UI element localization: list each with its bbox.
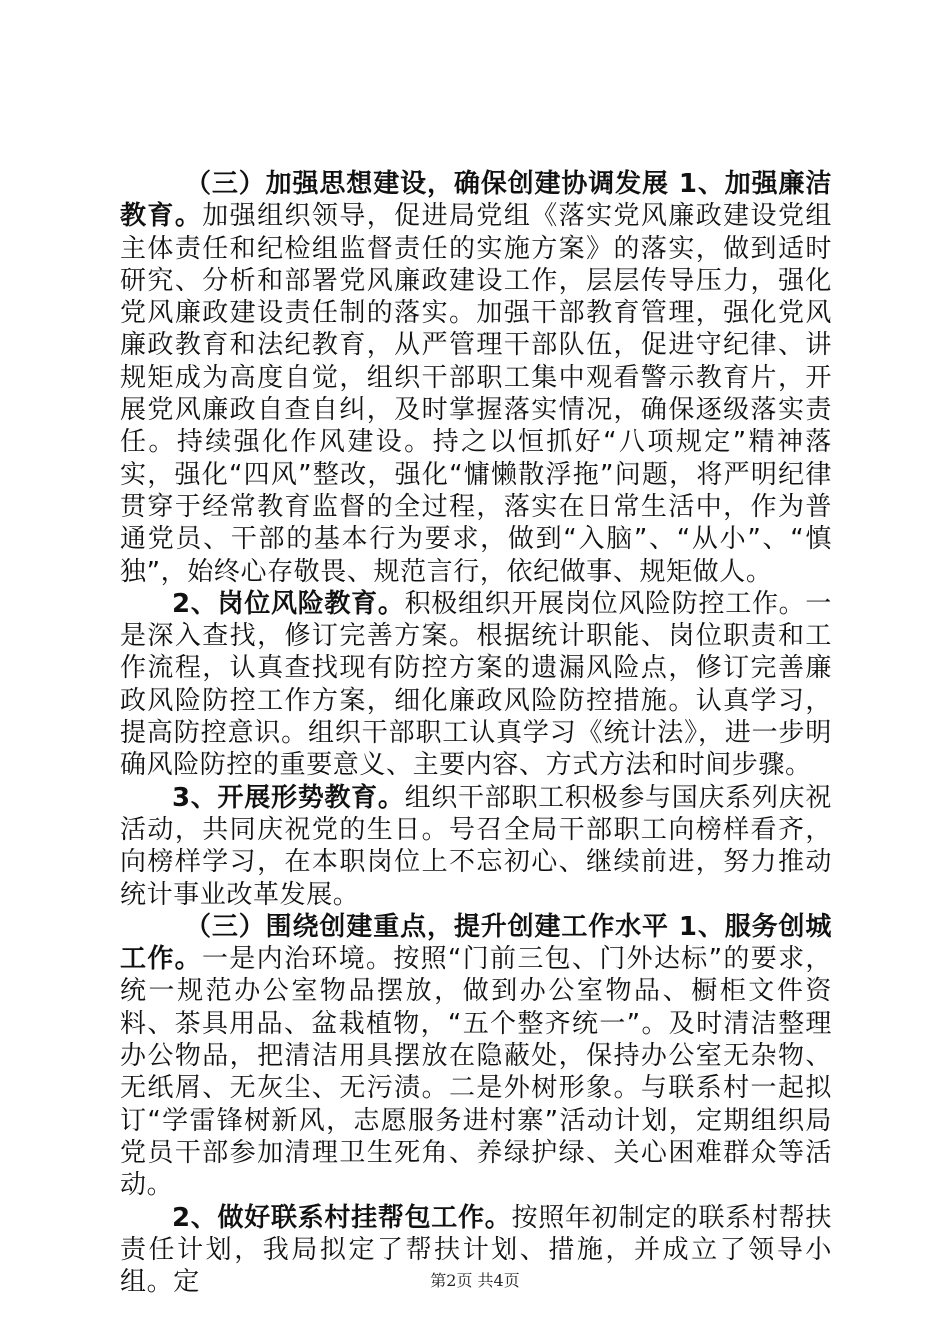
paragraph-heading: （三）加强思想建设，确保创建协调发展 1、加强廉洁教育。 — [120, 169, 832, 232]
paragraph-heading: 2、做好联系村挂帮包工作。 — [172, 1202, 512, 1233]
paragraph-text: 按照年初制定的联系村帮扶责任计划，我局拟定了帮扶计划、措施，并成立了领导小组。定 — [120, 1202, 832, 1298]
paragraph-text: 加强组织领导，促进局党组《落实党风廉政建设党组主体责任和纪检组监督责任的实施方案》的落实，做到适时研究、分析和部署党风廉政建设工作，层层传导压力，强化党风廉政建设责任制的落实。加强干部教育管理，强化党风廉政教育和法纪教育，从严管理干部队伍，促进守纪律、讲规矩成为高度自觉，组织干部职工集中观看警示教育片，开展党风廉政自查自纠，及时掌握落实情况，确保逐级落实责任。持续强化作风建设。持之以恒抓好“八项规定”精神落实，强化“四风”整改，强化“慵懒散浮拖”问题，将严明纪律贯穿于经常教育监督的全过程，落实在日常生活中，作为普通党员、干部的基本行为要求，做到“入脑”、“从小”、“慎独”，始终心存敬畏、规范言行，依纪做事、规矩做人。 — [120, 201, 832, 587]
paragraph-text: 积极组织开展岗位风险防控工作。一是深入查找，修订完善方案。根据统计职能、岗位职责和工作流程，认真查找现有防控方案的遗漏风险点，修订完善廉政风险防控工作方案，细化廉政风险防控措施。认真学习，提高防控意识。组织干部职工认真学习《统计法》，进一步明确风险防控的重要意义、主要内容、方式方法和时间步骤。 — [120, 588, 832, 781]
paragraph-4 — [120, 911, 832, 1202]
paragraph-heading: 3、开展形势教育。 — [172, 782, 405, 813]
paragraph-text: 组织干部职工积极参与国庆系列庆祝活动，共同庆祝党的生日。号召全局干部职工向榜样看齐，向榜样学习，在本职岗位上不忘初心、继续前进，努力推动统计事业改革发展。 — [120, 782, 832, 910]
paragraph-heading: 2、岗位风险教育。 — [172, 588, 405, 619]
paragraph-heading: （三）围绕创建重点，提升创建工作水平 1、服务创城工作。 — [120, 911, 832, 975]
paragraph-1 — [120, 168, 832, 588]
paragraph-3 — [120, 782, 832, 911]
page-footer: 第2页 共4页 — [430, 1271, 520, 1290]
document-body — [120, 168, 832, 1298]
paragraph-text: 一是内治环境。按照“门前三包、门外达标”的要求，统一规范办公室物品摆放，做到办公室物品、橱柜文件资料、茶具用品、盆栽植物，“五个整齐统一”。及时清洁整理办公物品，把清洁用具摆放在隐蔽处，保持办公室无杂物、无纸屑、无灰尘、无污渍。二是外树形象。与联系村一起拟订“学雷锋树新风，志愿服务进村寨”活动计划，定期组织局党员干部参加清理卫生死角、养绿护绿、关心困难群众等活动。 — [120, 944, 832, 1201]
paragraph-2 — [120, 588, 832, 782]
